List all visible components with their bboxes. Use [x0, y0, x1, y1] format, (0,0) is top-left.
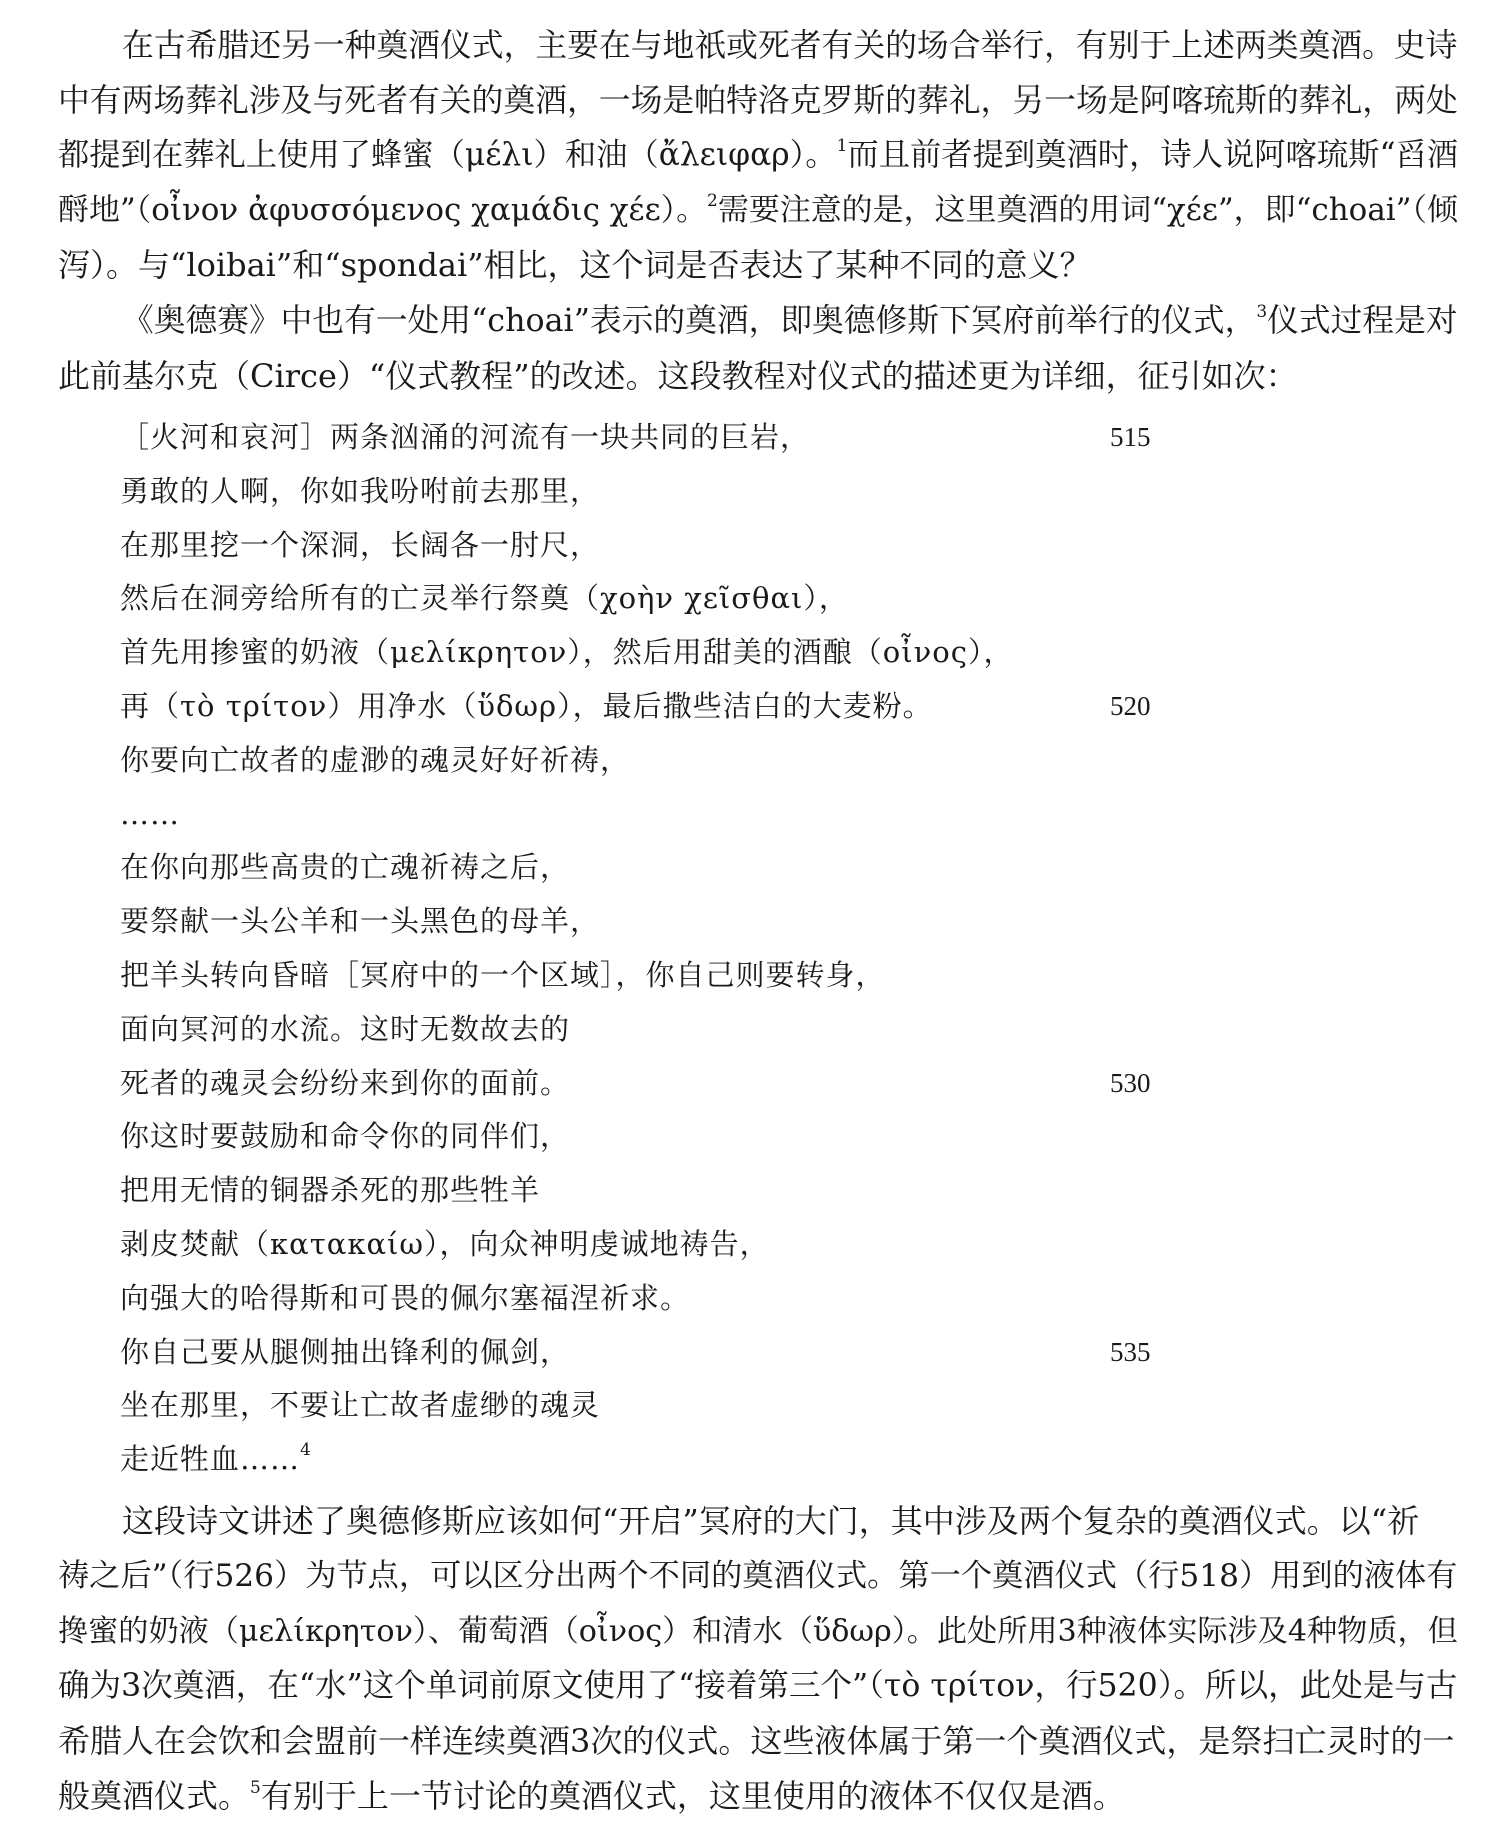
verse-text: 你这时要鼓励和命令你的同伴们，	[120, 1119, 571, 1154]
text-segment: 般奠酒仪式。	[58, 1777, 251, 1815]
intro-paragraph	[58, 18, 1458, 293]
text-segment: 《奥德赛》中也有一处用“choai”表示的奠酒，即奥德修斯下冥府前举行的仪式，	[122, 303, 1257, 339]
text-line	[58, 183, 1458, 238]
footnote-marker[interactable]: 1	[836, 136, 848, 156]
line-number: 530	[1110, 1067, 1151, 1098]
verse-line	[120, 1379, 1420, 1433]
footnote-marker[interactable]: 3	[1256, 302, 1268, 322]
text-line: 祷之后”（行526）为节点，可以区分出两个不同的奠酒仪式。第一个奠酒仪式（行518）用到的液体有	[58, 1558, 1458, 1594]
verse-line	[120, 1110, 1420, 1164]
text-line: 确为3次奠酒，在“水”这个单词前原文使用了“接着第三个”（τὸ τρίτον，行520）。所以，此处是与古	[58, 1668, 1458, 1704]
text-line: 中有两场葬礼涉及与死者有关的奠酒，一场是帕特洛克罗斯的葬礼，另一场是阿喀琉斯的葬礼，两处	[58, 81, 1458, 119]
verse-text: 在你向那些高贵的亡魂祈祷之后，	[120, 850, 571, 885]
line-number: 520	[1110, 690, 1151, 721]
verse-text: 要祭献一头公羊和一头黑色的母羊，	[120, 904, 601, 939]
verse-line	[120, 465, 1420, 519]
verse-line	[120, 680, 1420, 734]
line-number: 535	[1110, 1336, 1151, 1367]
text-line: 泻）。与“loibai”和“spondai”相比，这个词是否表达了某种不同的意义？	[58, 246, 1092, 284]
text-line: 在古希腊还另一种奠酒仪式，主要在与地祇或死者有关的场合举行，有别于上述两类奠酒。史诗	[122, 26, 1458, 64]
verse-line	[120, 895, 1420, 949]
text-line: 希腊人在会饮和会盟前一样连续奠酒3次的仪式。这些液体属于第一个奠酒仪式，是祭扫亡灵时的一	[58, 1722, 1455, 1760]
verse-text: 勇敢的人啊，你如我吩咐前去那里，	[120, 473, 601, 508]
verse-line	[120, 1218, 1420, 1272]
text-line: 搀蜜的奶液（μελίκρητον）、葡萄酒（οἶνος）和清水（ὕδωρ）。此处所用3种液体实际涉及4种物质，但	[58, 1614, 1458, 1649]
verse-text: 死者的魂灵会纷纷来到你的面前。	[120, 1065, 571, 1100]
verse-line	[120, 572, 1420, 626]
ellipsis: ……	[120, 796, 180, 831]
verse-text: 你要向亡故者的虚渺的魂灵好好祈祷，	[120, 742, 631, 777]
text-segment: 酹地”（οἶνον ἀφυσσόμενος χαμάδις χέε）。	[58, 192, 708, 228]
verse-text: 走近牲血……	[120, 1442, 301, 1477]
text-segment: 仪式过程是对	[1267, 303, 1458, 339]
verse-line	[120, 1057, 1420, 1111]
line-number: 515	[1110, 422, 1151, 452]
verse-line	[120, 1003, 1420, 1057]
verse-text: 把羊头转向昏暗［冥府中的一个区域］，你自己则要转身，	[120, 957, 886, 992]
analysis-paragraph	[58, 1494, 1458, 1824]
text-line	[58, 294, 1458, 349]
verse-text: 再（τὸ τρίτον）用净水（ὕδωρ），最后撒些洁白的大麦粉。	[120, 688, 933, 723]
verse-line	[120, 626, 1420, 680]
verse-text: 向强大的哈得斯和可畏的佩尔塞福涅祈求。	[120, 1280, 691, 1315]
footnote-marker[interactable]: 2	[707, 191, 718, 211]
verse-line	[120, 1326, 1420, 1380]
verse-text: 你自己要从腿侧抽出锋利的佩剑，	[120, 1334, 571, 1369]
text-segment: 都提到在葬礼上使用了蜂蜜（μέλι）和油（ἄλειφαρ）。	[58, 137, 837, 173]
verse-text: ［火河和哀河］两条汹涌的河流有一块共同的巨岩，	[120, 420, 811, 454]
text-segment: 有别于上一节讨论的奠酒仪式，这里使用的液体不仅仅是酒。	[260, 1777, 1125, 1815]
verse-line	[120, 411, 1420, 465]
verse-line	[120, 841, 1420, 895]
text-line	[58, 1769, 1458, 1824]
text-segment: 需要注意的是，这里奠酒的用词“χέε”，即“choai”（倾	[717, 192, 1458, 228]
verse-line	[120, 788, 1420, 842]
verse-text: 坐在那里，不要让亡故者虚缈的魂灵	[120, 1388, 601, 1423]
verse-line	[120, 1272, 1420, 1326]
text-line	[58, 128, 1458, 183]
footnote-marker[interactable]: 5	[250, 1778, 261, 1798]
text-segment: 而且前者提到奠酒时，诗人说阿喀琉斯“舀酒	[847, 137, 1459, 173]
poem-quotation	[120, 411, 1420, 1487]
verse-text: 首先用掺蜜的奶液（μελίκρητον），然后用甜美的酒酿（οἶνος），	[120, 635, 1014, 670]
footnote-marker[interactable]: 4	[300, 1440, 311, 1461]
verse-line	[120, 949, 1420, 1003]
verse-line	[120, 1164, 1420, 1218]
text-line: 这段诗文讲述了奥德修斯应该如何“开启”冥府的大门，其中涉及两个复杂的奠酒仪式。以“祈	[122, 1502, 1420, 1540]
verse-text: 然后在洞旁给所有的亡灵举行祭奠（χοὴν χεῖσθαι），	[120, 581, 849, 616]
verse-text: 剥皮焚献（κατακαίω），向众神明虔诚地祷告，	[120, 1226, 770, 1261]
verse-text: 面向冥河的水流。这时无数故去的	[120, 1011, 571, 1046]
verse-text: 把用无情的铜器杀死的那些牲羊	[120, 1173, 541, 1208]
odyssey-paragraph	[58, 294, 1458, 404]
verse-line	[120, 1433, 1420, 1487]
verse-text: 在那里挖一个深洞，长阔各一肘尺，	[120, 527, 601, 562]
text-line: 此前基尔克（Circe）“仪式教程”的改述。这段教程对仪式的描述更为详细，征引如次：	[58, 357, 1298, 395]
verse-line	[120, 734, 1420, 788]
verse-line	[120, 519, 1420, 573]
